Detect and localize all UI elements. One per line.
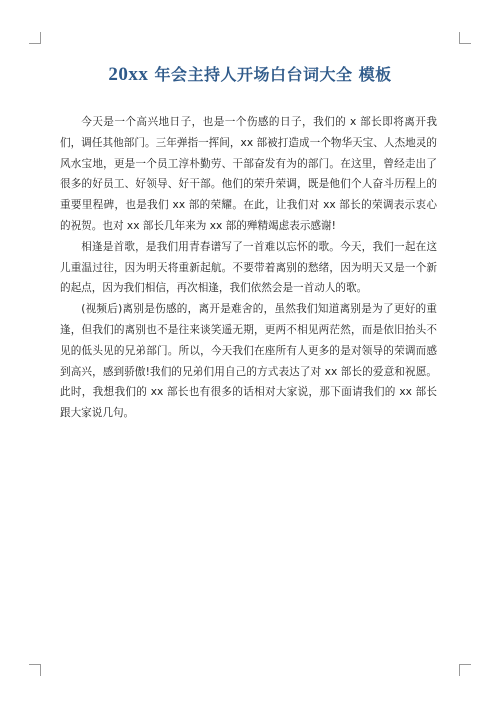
crop-mark-top-right <box>459 32 471 44</box>
document-title-text: 年会主持人开场白台词大全 模板 <box>148 65 392 84</box>
crop-mark-bottom-left <box>29 664 41 676</box>
document-body <box>60 112 437 424</box>
paragraph-3: (视频后)离别是伤感的，离开是难舍的，虽然我们知道离别是为了更好的重逢，但我们的离别也不是往来谈笑遥无期，更两不相见两茫然，而是依旧抬头不见的低头见的兄弟部门。所以，今天我们在座所有人更多的是对领导的荣调而感到高兴，感到骄傲!我们的兄弟们用自己的方式表达了对 xx 部长的爱意和祝愿。此时，我想我们的 xx 部长也有很多的话相对大家说，那下面请我们的 xx 部长跟大家说几句。 <box>60 303 437 420</box>
crop-mark-bottom-right <box>459 664 471 676</box>
paragraph-1: 今天是一个高兴地日子，也是一个伤感的日子，我们的 x 部长即将离开我们，调任其他部门。三年弹指一挥间，xx 部被打造成一个物华天宝、人杰地灵的风水宝地，更是一个员工淳朴勤劳、干部奋发有为的部门。在这里，曾经走出了很多的好员工、好领导、好干部。他们的荣升荣调，既是他们个人奋斗历程上的重要里程碑，也是我们 xx 部的荣耀。在此，让我们对 xx 部长的荣调表示衷心的祝贺。也对 xx 部长几年来为 xx 部的殚精竭虑表示感谢! <box>60 116 437 232</box>
crop-mark-top-left <box>29 32 41 44</box>
document-title-year: 20xx <box>108 64 149 85</box>
paragraph-2: 相逢是首歌，是我们用青春谱写了一首难以忘怀的歌。今天，我们一起在这儿重温过往，因为明天将重新起航。不要带着离别的愁绪，因为明天又是一个新的起点，因为我们相信，再次相逢，我们依然会是一首动人的歌。 <box>60 240 437 295</box>
document-title <box>0 62 500 86</box>
